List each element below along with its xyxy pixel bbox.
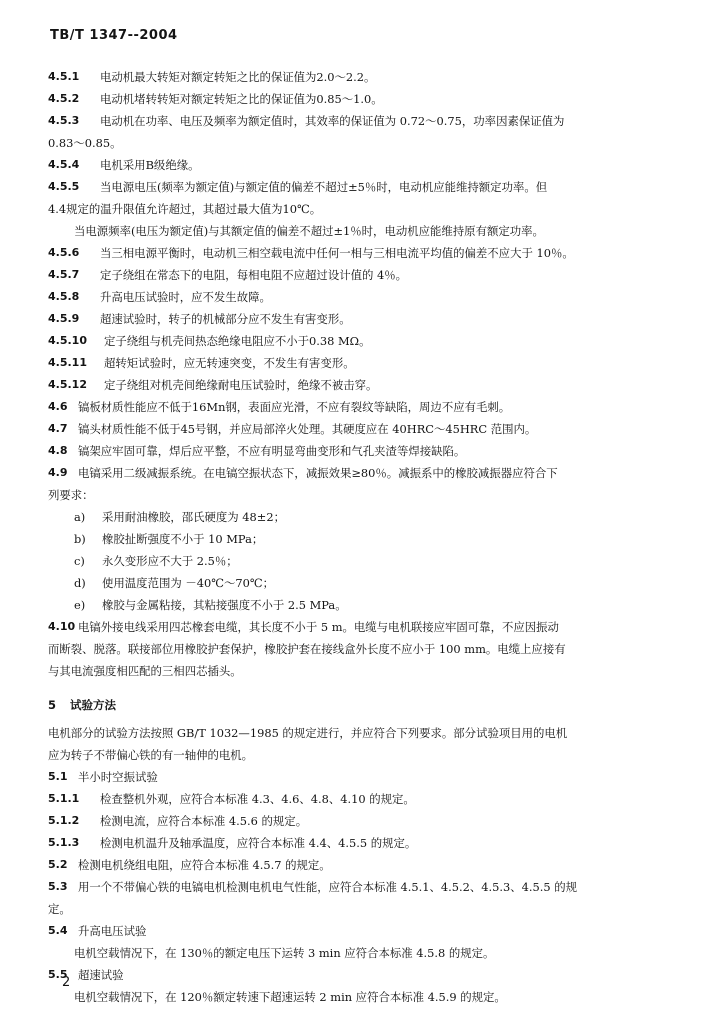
clause-text: 当三相电源平衡时，电动机三相空载电流中任何一相与三相电流平均值的偏差不应大于 10％。 [100, 246, 574, 260]
requirement-label: e) [74, 598, 86, 612]
clause-paragraph: 电机空载情况下，在 120％额定转速下超速运转 2 min 应符合本标准 4.5.9 的规定。 [74, 990, 506, 1004]
clause-text: 检测电流，应符合本标准 4.5.6 的规定。 [100, 814, 308, 828]
clause-5-1-1 [48, 788, 672, 810]
clause-text: 电镐外接电线采用四芯橡套电缆，其长度不小于 5 m。电缆与电机联接应牢固可靠，不应因振动 [78, 620, 559, 634]
clause-number: 4.5.8 [48, 290, 80, 303]
clause-4-10 [48, 616, 672, 638]
clause-text: 升高电压试验时，应不发生故障。 [100, 290, 271, 304]
clause-number: 4.5.9 [48, 312, 80, 325]
section-intro: 应为转子不带偏心铁的有一轴伸的电机。 [48, 748, 254, 762]
clause-text: 定子绕组与机壳间热态绝缘电阻应不小于0.38 MΩ。 [104, 334, 371, 348]
clause-number: 4.8 [48, 444, 68, 457]
clause-text: 定子绕组对机壳间绝缘耐电压试验时，绝缘不被击穿。 [104, 378, 378, 392]
clause-text: 电动机最大转矩对额定转矩之比的保证值为2.0～2.2。 [100, 70, 376, 84]
clause-4-7 [48, 418, 672, 440]
clause-5-1-3 [48, 832, 672, 854]
clause-continuation: 0.83～0.85。 [48, 136, 122, 150]
clause-4-5-5 [48, 176, 672, 198]
clause-text: 当电源电压(频率为额定值)与额定值的偏差不超过±5％时，电动机应能维持额定功率。但 [100, 180, 548, 194]
clause-number: 5.1.2 [48, 814, 80, 827]
clause-text: 镐头材质性能不低于45号钢，并应局部淬火处理。其硬度应在 40HRC～45HRC 范围内。 [78, 422, 537, 436]
clause-text: 升高电压试验 [78, 924, 147, 938]
requirement-a [48, 506, 672, 528]
clause-text: 电镐采用二级减振系统。在电镐空振状态下，减振效果≥80％。减振系中的橡胶减振器应符合下 [78, 466, 558, 480]
clause-continuation: 定。 [48, 902, 71, 916]
clause-4-5-8 [48, 286, 672, 308]
clause-number: 4.5.4 [48, 158, 80, 171]
clause-text: 超转矩试验时，应无转速突变，不发生有害变形。 [104, 356, 355, 370]
requirement-b [48, 528, 672, 550]
clause-4-5-4 [48, 154, 672, 176]
clause-4-5-9 [48, 308, 672, 330]
requirement-text: 永久变形应不大于 2.5％； [102, 554, 238, 568]
requirement-label: b) [74, 532, 86, 546]
requirement-text: 使用温度范围为 －40℃～70℃； [102, 576, 275, 590]
clause-4-9 [48, 462, 672, 484]
requirement-text: 橡胶与金属粘接，其粘接强度不小于 2.5 MPa。 [102, 598, 347, 612]
clause-5-1 [48, 766, 672, 788]
requirement-label: d) [74, 576, 86, 590]
clause-4-5-2 [48, 88, 672, 110]
requirement-label: c) [74, 554, 85, 568]
clause-4-5-11 [48, 352, 672, 374]
clause-continuation: 与其电流强度相匹配的三相四芯插头。 [48, 664, 242, 678]
requirement-text: 采用耐油橡胶，邵氏硬度为 48±2； [102, 510, 285, 524]
clause-text: 镐架应牢固可靠，焊后应平整，不应有明显弯曲变形和气孔夹渣等焊接缺陷。 [78, 444, 466, 458]
clause-text: 超速试验时，转子的机械部分应不发生有害变形。 [100, 312, 351, 326]
clause-number: 4.5.6 [48, 246, 80, 259]
clause-number: 4.5.3 [48, 114, 80, 127]
requirement-text: 橡胶扯断强度不小于 10 MPa； [102, 532, 264, 546]
clause-text: 用一个不带偏心铁的电镐电机检测电机电气性能，应符合本标准 4.5.1、4.5.2、4.5.3、4.5.5 的规 [78, 880, 578, 894]
clause-text: 电动机在功率、电压及频率为额定值时，其效率的保证值为 0.72～0.75，功率因素保证值为 [100, 114, 565, 128]
clause-number: 5.3 [48, 880, 68, 893]
clause-number: 5.2 [48, 858, 68, 871]
section-number: 5 [48, 698, 57, 712]
clause-number: 5.1.1 [48, 792, 80, 805]
clause-number: 4.5.5 [48, 180, 80, 193]
clause-continuation: 列要求： [48, 488, 94, 502]
clause-paragraph: 电机空载情况下，在 130％的额定电压下运转 3 min 应符合本标准 4.5.8 的规定。 [74, 946, 495, 960]
clause-5-2 [48, 854, 672, 876]
document-body [48, 66, 672, 1008]
clause-4-5-6 [48, 242, 672, 264]
clause-text: 电机采用B级绝缘。 [100, 158, 200, 172]
standard-code-header: TB/T 1347--2004 [50, 28, 178, 43]
clause-number: 4.5.7 [48, 268, 80, 281]
clause-number: 5.1 [48, 770, 68, 783]
clause-number: 4.10 [48, 620, 76, 633]
clause-4-6 [48, 396, 672, 418]
clause-text: 定子绕组在常态下的电阻，每相电阻不应超过设计值的 4％。 [100, 268, 408, 282]
clause-number: 4.5.11 [48, 356, 87, 369]
clause-continuation: 4.4规定的温升限值允许超过，其超过最大值为10℃。 [48, 202, 322, 216]
clause-5-1-2 [48, 810, 672, 832]
requirement-d [48, 572, 672, 594]
clause-4-5-3 [48, 110, 672, 132]
clause-number: 5.4 [48, 924, 68, 937]
clause-number: 4.6 [48, 400, 68, 413]
clause-number: 4.7 [48, 422, 68, 435]
clause-number: 4.5.12 [48, 378, 87, 391]
clause-text: 检测电机温升及轴承温度，应符合本标准 4.4、4.5.5 的规定。 [100, 836, 417, 850]
clause-text: 检查整机外观，应符合本标准 4.3、4.6、4.8、4.10 的规定。 [100, 792, 415, 806]
clause-number: 4.5.2 [48, 92, 80, 105]
clause-text: 电动机堵转转矩对额定转矩之比的保证值为0.85～1.0。 [100, 92, 383, 106]
page-number: 2 [62, 975, 71, 990]
clause-continuation: 而断裂、脱落。联接部位用橡胶护套保护，橡胶护套在接线盒外长度不应小于 100 mm。电缆上应接有 [48, 642, 566, 656]
clause-4-5-10 [48, 330, 672, 352]
clause-number: 4.5.10 [48, 334, 87, 347]
requirement-label: a) [74, 510, 86, 524]
section-title: 试验方法 [70, 698, 116, 712]
clause-number: 4.5.1 [48, 70, 80, 83]
requirement-e [48, 594, 672, 616]
clause-text: 检测电机绕组电阻，应符合本标准 4.5.7 的规定。 [78, 858, 331, 872]
clause-number: 5.1.3 [48, 836, 80, 849]
clause-4-5-12 [48, 374, 672, 396]
clause-text: 超速试验 [78, 968, 124, 982]
requirement-c [48, 550, 672, 572]
clause-4-5-1 [48, 66, 672, 88]
clause-text: 半小时空振试验 [78, 770, 158, 784]
clause-4-8 [48, 440, 672, 462]
section-intro: 电机部分的试验方法按照 GB/T 1032—1985 的规定进行，并应符合下列要求。部分试验项目用的电机 [48, 726, 568, 740]
clause-number: 5.5 [48, 968, 68, 981]
clause-number: 4.9 [48, 466, 68, 479]
clause-4-5-7 [48, 264, 672, 286]
clause-5-3 [48, 876, 672, 898]
section-heading [48, 694, 672, 716]
clause-5-4 [48, 920, 672, 942]
clause-text: 镐板材质性能应不低于16Mn钢，表面应光滑，不应有裂纹等缺陷，周边不应有毛刺。 [78, 400, 511, 414]
clause-5-5 [48, 964, 672, 986]
clause-paragraph: 当电源频率(电压为额定值)与其额定值的偏差不超过±1％时，电动机应能维持原有额定功率。 [74, 224, 544, 238]
